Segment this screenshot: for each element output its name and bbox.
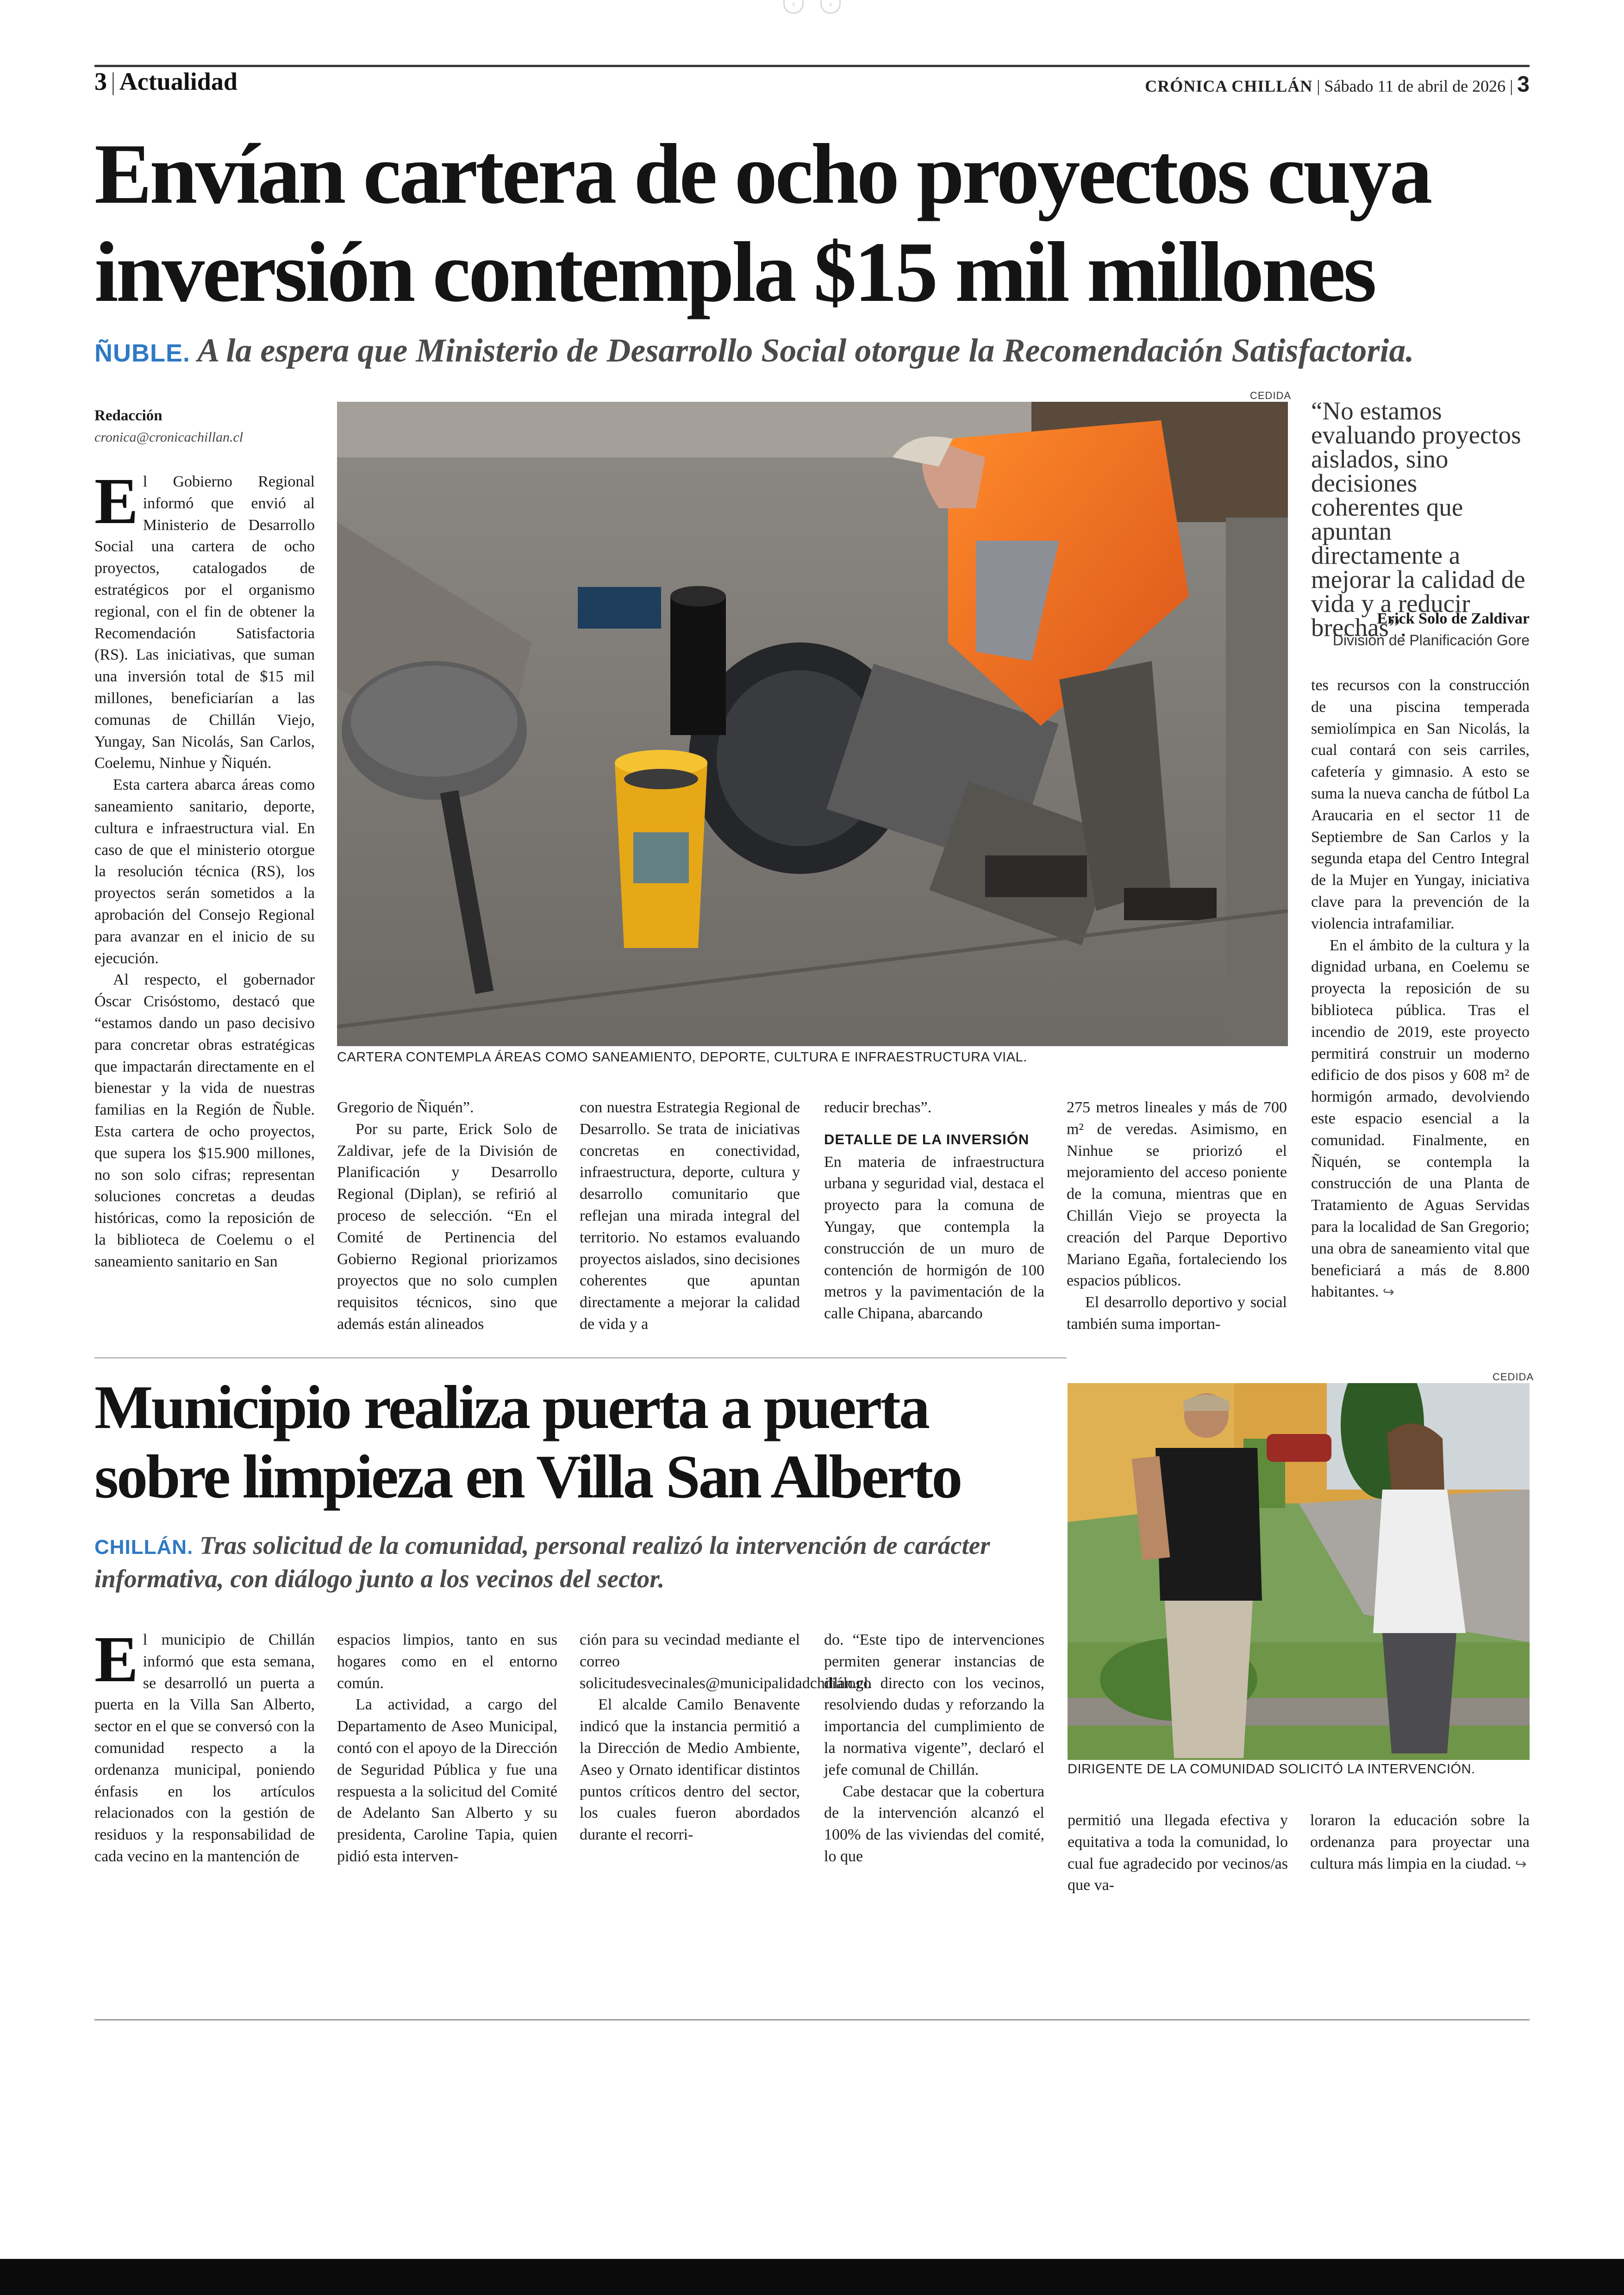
article2-column-4 bbox=[824, 1629, 1044, 1868]
publication-name: CRÓNICA CHILLÁN bbox=[1145, 77, 1313, 95]
article2-paragraph-1: l municipio de Chillán informó que esta semana, se desarrolló un puerta a puerta en la Villa San Alberto, sector en el que se conversó con la comunidad respecto a la ordenanza municipal, poniendo énfasis en los artículos relacionados con la gestión de residuos y la responsabilidad de cada vecino en la mantención de bbox=[94, 1631, 315, 1865]
article2-paragraph-4-cont: permitió una llegada efectiva y equitativa a toda la comunidad, lo cual fue agradecido por vecinos/as que va- bbox=[1068, 1812, 1288, 1894]
article2-photo-caption: DIRIGENTE DE LA COMUNIDAD SOLICITÓ LA INTERVENCIÓN. bbox=[1068, 1762, 1475, 1777]
article2-photo bbox=[1068, 1383, 1530, 1760]
section-label: 3 | Actualidad bbox=[94, 68, 237, 95]
article2-deck-text: Tras solicitud de la comunidad, personal realizó la intervención de carácter informativa, con diálogo junto a los vecinos del sector. bbox=[94, 1531, 990, 1593]
pull-quote-name: Erick Solo de Zaldivar bbox=[1377, 610, 1530, 627]
article2-paragraph-4-end: loraron la educación sobre la ordenanza para proyectar una cultura más limpia en la ciudad. bbox=[1310, 1812, 1530, 1872]
article1-paragraph-7: En el ámbito de la cultura y la dignidad urbana, en Coelemu se proyecta la reposición de su biblioteca pública. Tras el incendio de 2019, este proyecto permitirá construir un moderno edificio de dos pisos y 608 m² de hormigón armado, devolviendo este espacio esencial a la comunidad. Finalmente, en Ñiquén, se contempla la construcción de una Planta de Tratamiento de Aguas Servidas para la localidad de San Gregorio; una obra de saneamiento vital que beneficiará a más de 8.800 habitantes. bbox=[1311, 936, 1530, 1301]
article1-location-tag: ÑUBLE. bbox=[94, 339, 190, 367]
article2-column-3 bbox=[580, 1629, 872, 1846]
article2-column-6 bbox=[1310, 1810, 1530, 1875]
header-rule bbox=[94, 65, 1530, 67]
article2-location-tag: CHILLÁN. bbox=[94, 1536, 194, 1559]
article1-subhead: DETALLE DE LA INVERSIÓN bbox=[824, 1131, 1030, 1148]
article1-paragraph-4-cont: con nuestra Estrategia Regional de Desarrollo. Se trata de iniciativas concretas en conectividad, infraestructura, deporte, cultura y desarrollo comunitario que reflejan una mirada integral del territorio. No estamos evaluando proyectos aislados, sino decisiones coherentes que apuntan directamente a mejorar la calidad de vida y a bbox=[580, 1099, 800, 1333]
end-of-article-icon: ↪ bbox=[1382, 1284, 1394, 1301]
article2-paragraph-3-cont: do. “Este tipo de intervenciones permiten generar instancias de diálogo directo con los vecinos, resolviendo dudas y reforzando la importancia del cumplimiento de la normativa vigente”, declaró el jefe comunal de Chillán. bbox=[824, 1631, 1044, 1778]
article2-paragraph-2: La actividad, a cargo del Departamento de Aseo Municipal, contó con el apoyo de la Dirección de Seguridad Pública y fue una respuesta a la solicitud del Comité de Adelanto San Alberto y su presidenta, Caroline Tapia, quien pidió esta interven- bbox=[337, 1696, 557, 1865]
article1-paragraph-1: l Gobierno Regional informó que envió al Ministerio de Desarrollo Social una cartera de ocho proyectos, catalogados de estratégicos por el organismo regional, con el fin de obtener la Recomendación Satisfactoria (RS). Las iniciativas, que suman una inversión total de $15 mil millones, beneficiarían a las comunas de Chillán Viejo, Yungay, San Nicolás, San Carlos, Coelemu, Ninhue y Ñiquén. bbox=[94, 473, 315, 772]
issue-date: Sábado 11 de abril de 2026 bbox=[1324, 77, 1506, 95]
article1-paragraph-4-end: reducir brechas”. bbox=[824, 1099, 932, 1116]
article1-paragraph-4: Por su parte, Erick Solo de Zaldivar, jefe de la División de Planificación y Desarrollo Regional (Diplan), se refirió al proceso de selección. “En el Comité de Pertinencia del Gobierno Regional priorizamos proyectos que no solo cumplen requisitos técnicos, sino que además están alineados bbox=[337, 1120, 557, 1333]
article1-column-3 bbox=[580, 1097, 800, 1335]
section-page-number: 3 bbox=[94, 68, 107, 95]
article1-column-5 bbox=[1067, 1097, 1287, 1335]
end-of-article-icon: ↪ bbox=[1515, 1856, 1527, 1872]
article2-paragraph-4: Cabe destacar que la cobertura de la intervención alcanzó el 100% de las viviendas del comité, lo que bbox=[824, 1783, 1044, 1865]
chevron-left-icon[interactable]: ‹ bbox=[783, 0, 804, 14]
article1-headline: Envían cartera de ocho proyectos cuya inversión contempla $15 mil millones bbox=[94, 126, 1430, 320]
article2-column-5 bbox=[1068, 1810, 1288, 1896]
bottom-bar bbox=[0, 2259, 1624, 2295]
section-divider bbox=[94, 1357, 1067, 1359]
article1-column-4 bbox=[824, 1097, 1044, 1325]
article1-paragraph-5: En materia de infraestructura urbana y seguridad vial, destaca el proyecto para la comuna de Yungay, que contempla la construcción de un muro de contención de hormigón de 100 metros y la pavimentación de la calle Chipana, abarcando bbox=[824, 1153, 1044, 1322]
pull-quote-role: División de Planificación Gore bbox=[1332, 632, 1530, 649]
article1-paragraph-3: Al respecto, el gobernador Óscar Crisóstomo, destacó que “estamos dando un paso decisivo para concretar obras estratégicas que impactarán directamente en el bienestar y la vida de nuestras familias en la Región de Ñuble. Esta cartera de ocho proyectos, que supera los $15.900 millones, no son solo cifras; representan soluciones concretas a deudas históricas, como la reposición de la biblioteca de Coelemu o el saneamiento sanitario en San bbox=[94, 971, 315, 1270]
article1-photo-caption: CARTERA CONTEMPLA ÁREAS COMO SANEAMIENTO, DEPORTE, CULTURA E INFRAESTRUCTURA VIAL. bbox=[337, 1050, 1027, 1065]
section-name: Actualidad bbox=[119, 68, 237, 95]
article1-column-6 bbox=[1311, 675, 1530, 1303]
article1-column-2 bbox=[337, 1097, 557, 1335]
article1-photo bbox=[337, 402, 1288, 1046]
pull-quote: “No estamos evaluando proyectos aislados, sino decisiones coherentes que apuntan directamente a mejorar la calidad de vida y a reducir brechas”. bbox=[1311, 397, 1525, 642]
community-visit-image bbox=[1068, 1383, 1530, 1760]
photo-credit: CEDIDA bbox=[1250, 390, 1292, 401]
bottom-rule bbox=[94, 2019, 1530, 2021]
article1-column-1 bbox=[94, 464, 315, 1272]
publication-info: CRÓNICA CHILLÁN | Sábado 11 de abril de 2026 | 3 bbox=[1145, 72, 1530, 97]
byline: Redacción bbox=[94, 407, 162, 424]
article2-column-2 bbox=[337, 1629, 557, 1868]
article2-paragraph-2-cont: ción para su vecindad mediante el correo solicitudesvecinales@municipalidadchillan.cl. bbox=[580, 1631, 872, 1692]
article1-paragraph-5-cont: 275 metros lineales y más de 700 m² de veredas. Asimismo, en Ninhue se priorizó el mejoramiento del acceso poniente de la comuna, mientras que en Chillán Viejo se proyecta la creación del Parque Deportivo Mariano Egaña, fortaleciendo los espacios públicos. bbox=[1067, 1099, 1287, 1290]
article2-dropcap: E bbox=[94, 1622, 138, 1696]
pipe-welding-worker-image bbox=[337, 402, 1288, 1046]
chevron-right-icon[interactable]: › bbox=[820, 0, 841, 14]
article1-deck-text: A la espera que Ministerio de Desarrollo Social otorgue la Recomendación Satisfactoria. bbox=[197, 332, 1414, 369]
article2-headline: Municipio realiza puerta a puerta sobre limpieza en Villa San Alberto bbox=[94, 1373, 961, 1511]
article1-paragraph-6: El desarrollo deportivo y social también suma importan- bbox=[1067, 1294, 1287, 1333]
byline-email[interactable]: cronica@cronicachillan.cl bbox=[94, 430, 244, 445]
article2-column-1 bbox=[94, 1622, 315, 1868]
article1-dropcap: E bbox=[94, 464, 138, 537]
article1-paragraph-2: Esta cartera abarca áreas como saneamiento sanitario, deporte, cultura e infraestructura vial. En caso de que el ministerio otorgue la resolución técnica (RS), los proyectos serán sometidos a la aprobación del Consejo Regional para avanzar en el inicio de su ejecución. bbox=[94, 776, 315, 967]
article2-paragraph-1-cont: espacios limpios, tanto en sus hogares como en el entorno común. bbox=[337, 1631, 557, 1692]
article1-paragraph-6-cont: tes recursos con la construcción de una piscina temperada semiolímpica en San Nicolás, la cual contará con seis carriles, cafetería y gimnasio. A esto se suma la nueva cancha de fútbol La Araucaria en el sector 11 de Septiembre de San Carlos y la segunda etapa del Centro Integral de la Mujer en Yungay, iniciativa clave para la prevención de la violencia intrafamiliar. bbox=[1311, 677, 1530, 932]
article2-deck bbox=[94, 1530, 1043, 1595]
page-number: 3 bbox=[1517, 72, 1530, 97]
article1-paragraph-3-cont: Gregorio de Ñiquén”. bbox=[337, 1099, 474, 1116]
article2-paragraph-3: El alcalde Camilo Benavente indicó que la instancia permitió a la Dirección de Medio Ambiente, Aseo y Ornato identificar distintos puntos críticos dentro del sector, los cuales fueron abordados durante el recorri- bbox=[580, 1696, 800, 1844]
article1-deck bbox=[94, 330, 1548, 374]
article2-photo-credit: CEDIDA bbox=[1493, 1371, 1534, 1383]
